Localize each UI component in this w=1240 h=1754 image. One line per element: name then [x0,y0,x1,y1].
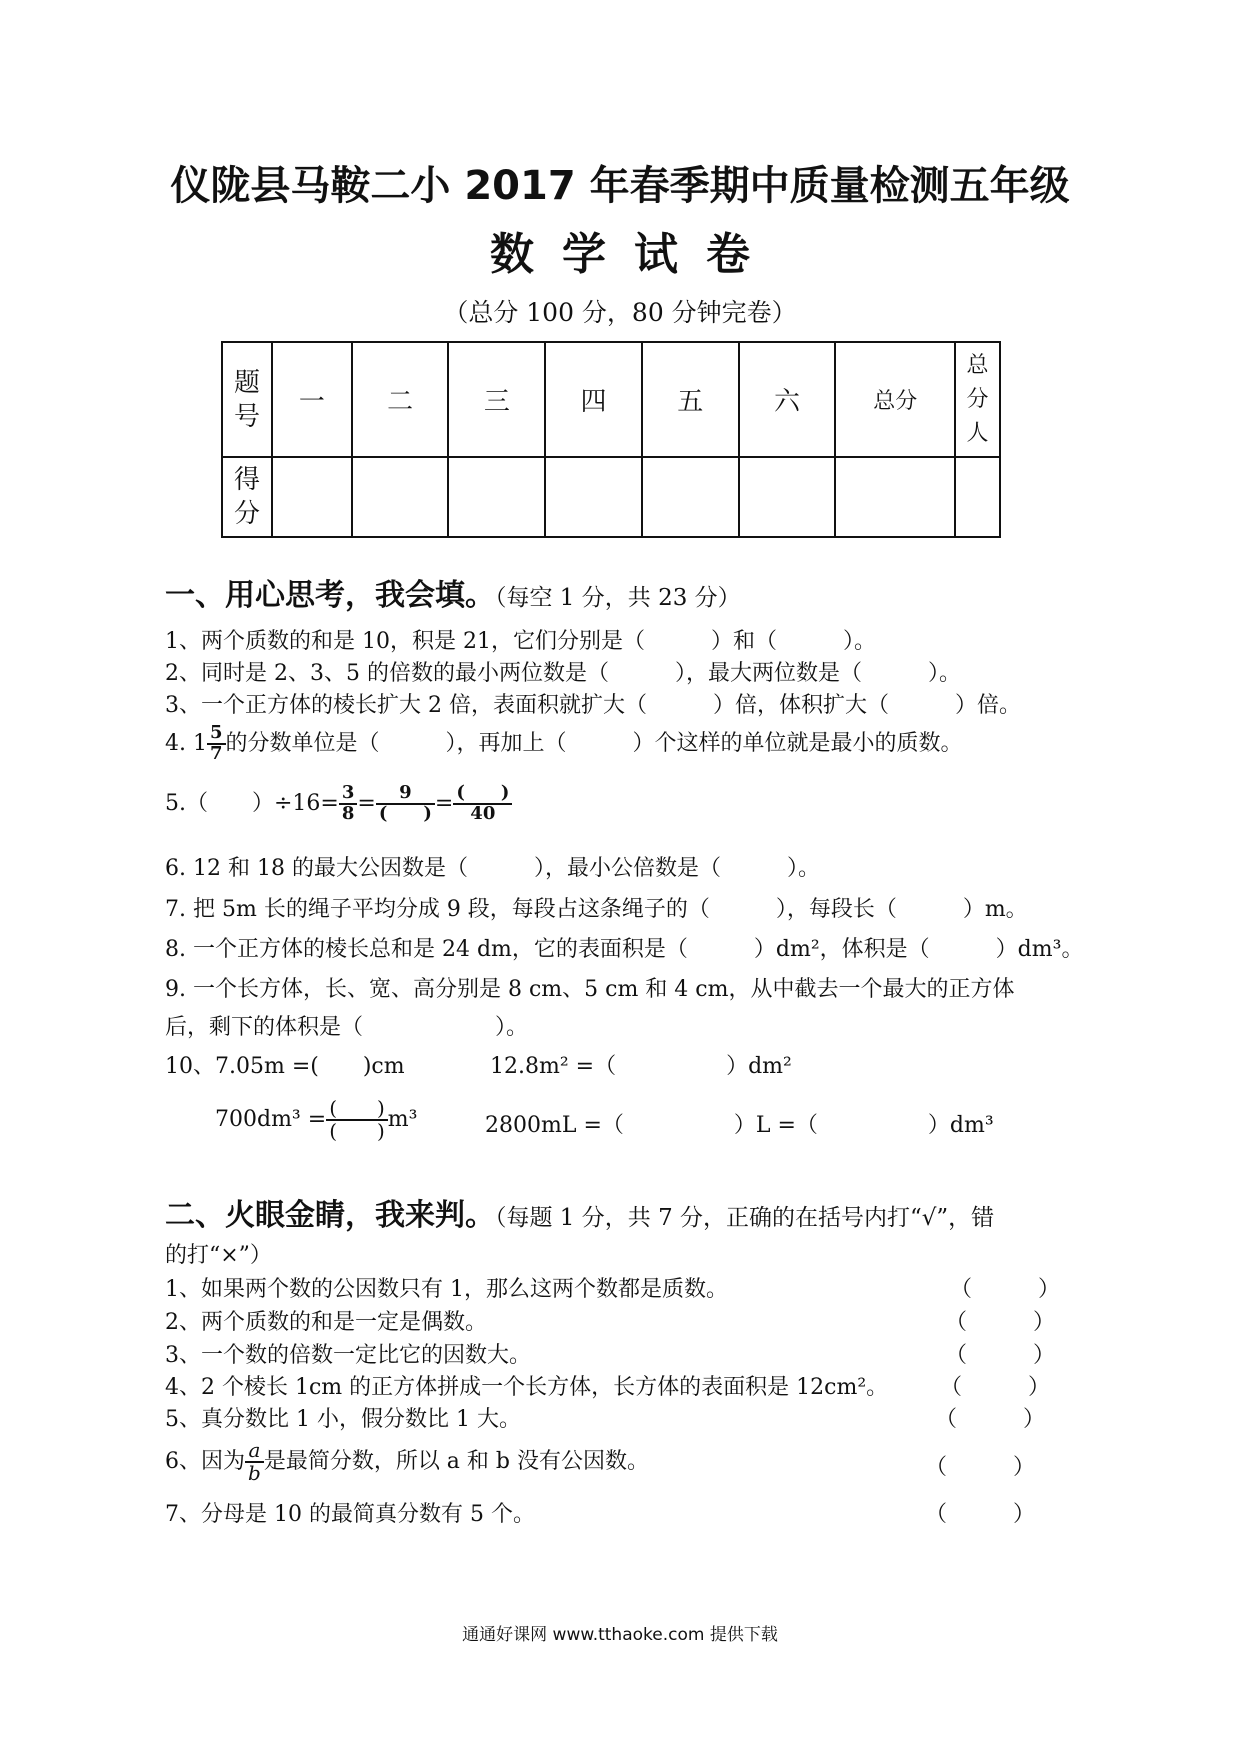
question-10c-suffix: m³ [387,1107,418,1132]
score-table-col-4: 四 [545,342,642,457]
score-table-col-6: 六 [739,342,836,457]
question-4-suffix: 的分数单位是（ ），再加上（ ）个这样的单位就是最小的质数。 [225,730,963,756]
score-cell[interactable] [352,457,449,537]
fraction-numerator: ( ) [453,784,512,805]
footer-credit: 通通好课网 www.tthaoke.com 提供下载 [462,1625,778,1645]
question-2: 2、同时是 2、3、5 的倍数的最小两位数是（ ），最大两位数是（ ）。 [165,661,961,686]
question-6: 6. 12 和 18 的最大公因数是（ ），最小公倍数是（ ）。 [165,856,820,881]
judge-bracket-7[interactable]: （ ） [925,1502,1036,1527]
score-cell[interactable] [272,457,352,537]
score-cell[interactable] [545,457,642,537]
score-cell[interactable] [739,457,836,537]
fraction-denominator: 40 [470,802,496,824]
fraction-denominator: ( ) [329,1119,385,1143]
judge-item-6-suffix: 是最简分数，所以 a 和 b 没有公因数。 [263,1449,649,1474]
question-5-fraction-1 [339,784,358,824]
score-table-row1-label: 题号 [222,342,272,457]
judge-bracket-3[interactable]: （ ） [945,1343,1056,1368]
score-table-col-total: 总分 [835,342,955,457]
question-4-prefix: 4. 1 [165,730,207,756]
question-1: 1、两个质数的和是 10，积是 21，它们分别是（ ）和（ ）。 [165,629,876,654]
judge-item-3: 3、一个数的倍数一定比它的因数大。 [165,1343,531,1368]
score-table-col-2: 二 [352,342,449,457]
section2-heading [165,1190,994,1234]
score-cell[interactable] [835,457,955,537]
fraction-denominator: ( ) [378,802,432,824]
score-cell[interactable] [955,457,1000,537]
judge-item-4: 4、2 个棱长 1cm 的正方体拼成一个长方体，长方体的表面积是 12cm²。 [165,1375,889,1400]
question-7: 7. 把 5m 长的绳子平均分成 9 段，每段占这条绳子的（ ），每段长（ ）m。 [165,897,1028,922]
judge-item-6-fraction [245,1440,264,1484]
section1-heading [165,570,741,614]
judge-item-7: 7、分母是 10 的最简真分数有 5 个。 [165,1502,535,1527]
question-10c-fraction [326,1098,388,1142]
question-10c [215,1098,417,1142]
section2-note: （每题 1 分，共 7 分，正确的在括号内打“√”，错 [495,1205,995,1231]
score-table [221,341,1001,538]
score-cell[interactable] [448,457,545,537]
question-5 [165,784,512,824]
section2-note-line-2: 的打“×”） [165,1243,272,1268]
question-3: 3、一个正方体的棱长扩大 2 倍，表面积就扩大（ ）倍，体积扩大（ ）倍。 [165,693,1021,718]
score-table-col-1: 一 [272,342,352,457]
fraction-denominator: 8 [341,802,355,824]
score-cell[interactable] [642,457,739,537]
question-5-prefix: 5.（ ）÷16= [165,790,339,816]
fraction-denominator: b [248,1461,261,1485]
question-5-fraction-2 [376,784,435,824]
fraction-numerator: a [245,1440,264,1463]
fraction-numerator: 9 [376,784,435,805]
section1-title: 一、用心思考，我会填。 [165,578,495,613]
equals-sign: = [357,790,376,816]
section2-title: 二、火眼金睛，我来判。 [165,1198,495,1233]
section1-note: （每空 1 分，共 23 分） [495,585,741,611]
score-table-col-5: 五 [642,342,739,457]
fraction-numerator: 5 [207,724,226,745]
exam-title: 仪陇县马鞍二小 2017 年春季期中质量检测五年级 [170,163,1070,209]
exam-subtitle: 数学试卷 [490,229,778,280]
question-10a: 10、7.05m =( )cm [165,1054,405,1079]
question-10b: 12.8m² =（ ）dm² [490,1054,792,1079]
judge-item-2: 2、两个质数的和是一定是偶数。 [165,1310,487,1335]
question-9-line-2: 后，剩下的体积是（ ）。 [165,1015,529,1040]
score-table-col-3: 三 [448,342,545,457]
score-table-row2-label: 得分 [222,457,272,537]
judge-item-1: 1、如果两个数的公因数只有 1，那么这两个数都是质数。 [165,1277,728,1302]
fraction-denominator: 7 [209,742,223,764]
judge-bracket-6[interactable]: （ ） [925,1455,1036,1480]
question-4 [165,724,963,764]
question-10c-prefix: 700dm³ = [215,1107,327,1132]
question-8: 8. 一个正方体的棱长总和是 24 dm，它的表面积是（ ）dm²，体积是（ ）dm³。 [165,937,1084,962]
judge-bracket-1[interactable]: （ ） [950,1277,1061,1302]
fraction-numerator: ( ) [326,1098,388,1121]
judge-item-6 [165,1440,649,1484]
question-4-fraction [207,724,226,764]
judge-bracket-5[interactable]: （ ） [935,1407,1046,1432]
judge-bracket-4[interactable]: （ ） [940,1375,1051,1400]
question-10d: 2800mL =（ ）L =（ ）dm³ [485,1113,994,1138]
equals-sign: = [434,790,454,816]
question-5-fraction-3 [453,784,512,824]
judge-item-6-prefix: 6、因为 [165,1449,245,1474]
fraction-numerator: 3 [339,784,358,805]
question-9-line-1: 9. 一个长方体，长、宽、高分别是 8 cm、5 cm 和 4 cm，从中截去一个最大的正方体 [165,977,1015,1002]
exam-note: （总分 100 分，80 分钟完卷） [443,298,797,327]
judge-bracket-2[interactable]: （ ） [945,1310,1056,1335]
judge-item-5: 5、真分数比 1 小，假分数比 1 大。 [165,1407,521,1432]
score-table-scorer: 总分人 [955,342,1000,457]
